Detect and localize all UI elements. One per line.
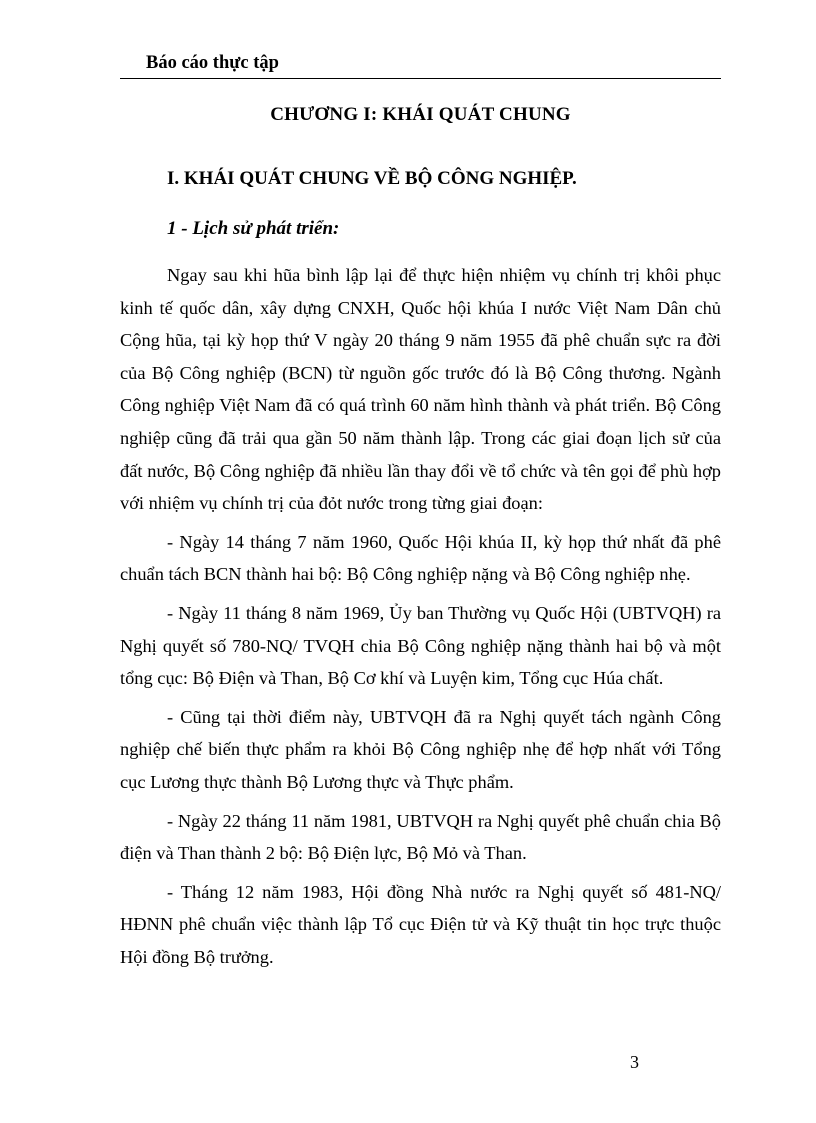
paragraph-item: - Ngày 14 tháng 7 năm 1960, Quốc Hội khúa II, kỳ họp thứ nhất đã phê chuẩn tách BCN thành hai bộ: Bộ Công nghiệp nặng và Bộ Công nghiệp nhẹ.: [120, 531, 721, 585]
paragraph-item: - Cũng tại thời điểm này, UBTVQH đã ra Nghị quyết tách ngành Công nghiệp chế biến thực phẩm ra khỏi Bộ Công nghiệp nhẹ để hợp nhất với Tổng cục Lương thực thành Bộ Lương thực và Thực phẩm.: [120, 706, 721, 792]
paragraph-item: - Ngày 22 tháng 11 năm 1981, UBTVQH ra Nghị quyết phê chuẩn chia Bộ điện và Than thành 2 bộ: Bộ Điện lực, Bộ Mỏ và Than.: [120, 810, 721, 864]
header-title: Báo cáo thực tập: [146, 53, 279, 73]
page-number: 3: [630, 1052, 639, 1072]
running-header: [120, 52, 721, 79]
paragraph-item: - Tháng 12 năm 1983, Hội đồng Nhà nước ra Nghị quyết số 481-NQ/ HĐNN phê chuẩn việc thành lập Tổ cục Điện tử và Kỹ thuật tin học trực thuộc Hội đồng Bộ trưởng.: [120, 881, 721, 967]
section-heading: I. KHÁI QUÁT CHUNG VỀ BỘ CÔNG NGHIỆP.: [167, 168, 577, 189]
body-text: [120, 259, 721, 973]
paragraph-intro: Ngay sau khi hũa bình lập lại để thực hiện nhiệm vụ chính trị khôi phục kinh tế quốc dân, xây dựng CNXH, Quốc hội khúa I nước Việt Nam Dân chủ Cộng hũa, tại kỳ họp thứ V ngày 20 tháng 9 năm 1955 đã phê chuẩn sực ra đời của Bộ Công nghiệp (BCN) từ nguồn gốc trước đó là Bộ Công thương. Ngành Công nghiệp Việt Nam đã có quá trình 60 năm hình thành và phát triển. Bộ Công nghiệp cũng đã trải qua gần 50 năm thành lập. Trong các giai đoạn lịch sử của đất nước, Bộ Công nghiệp đã nhiều lần thay đổi về tổ chức và tên gọi để phù hợp với nhiệm vụ chính trị của đỏt nước trong từng giai đoạn:: [120, 265, 721, 514]
subsection-heading: 1 - Lịch sử phát triển:: [167, 218, 340, 239]
paragraph-item: - Ngày 11 tháng 8 năm 1969, Ủy ban Thường vụ Quốc Hội (UBTVQH) ra Nghị quyết số 780-NQ/ TVQH chia Bộ Công nghiệp nặng thành hai bộ và một tổng cục: Bộ Điện và Than, Bộ Cơ khí và Luyện kim, Tổng cục Húa chất.: [120, 602, 721, 689]
chapter-title: CHƯƠNG I: KHÁI QUÁT CHUNG: [270, 104, 571, 125]
